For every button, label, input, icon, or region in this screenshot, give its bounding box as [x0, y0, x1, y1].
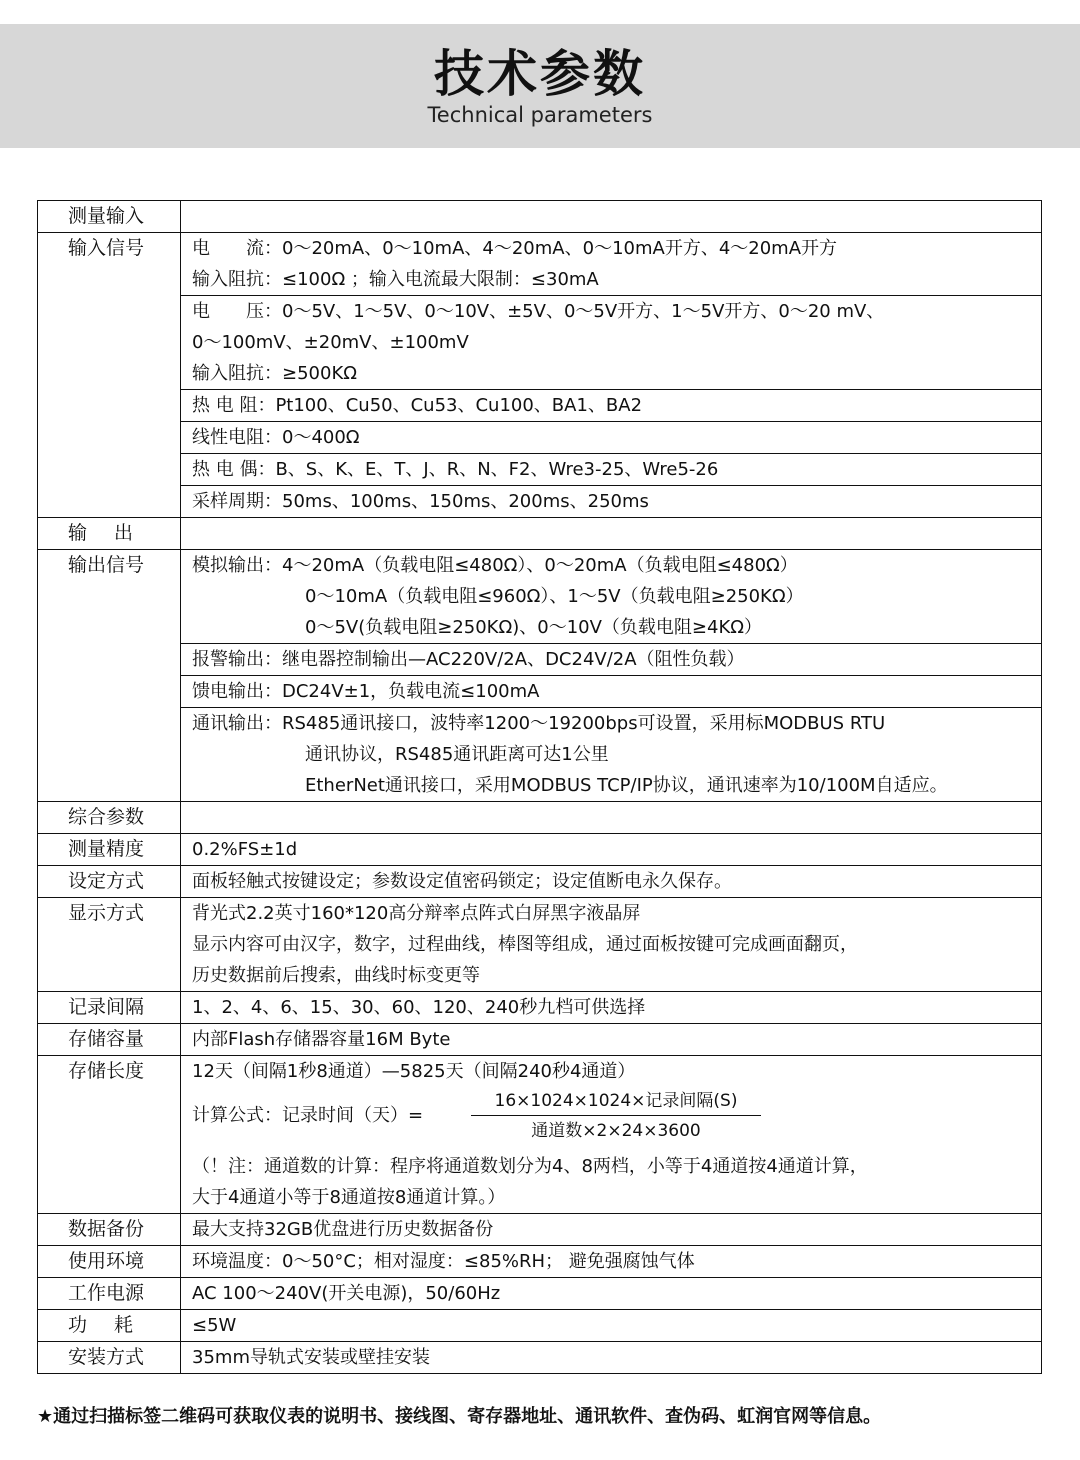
value-cell	[181, 834, 1042, 866]
row-label: 功 耗	[68, 1314, 144, 1336]
value-cell	[181, 802, 1042, 834]
table-row	[38, 992, 1042, 1024]
label-cell	[38, 866, 181, 898]
linear-resistance: 线性电阻：0～400Ω	[192, 427, 360, 448]
row-label: 测量精度	[68, 838, 145, 860]
comm-output-cont: 通讯协议，RS485通讯距离可达1公里	[305, 744, 609, 765]
length-note: 大于4通道小等于8通道按8通道计算。）	[192, 1187, 506, 1208]
formula-fraction	[471, 1087, 761, 1146]
table-row	[38, 644, 1042, 676]
table-row	[38, 201, 1042, 233]
row-label: 使用环境	[68, 1250, 145, 1272]
table-row	[38, 676, 1042, 708]
formula-prefix: 计算公式：记录时间（天）=	[192, 1105, 424, 1126]
row-label: 存储容量	[68, 1028, 145, 1050]
value-cell	[181, 866, 1042, 898]
table-row	[38, 898, 1042, 992]
value-cell	[181, 1278, 1042, 1310]
length-range: 12天（间隔1秒8通道）—5825天（间隔240秒4通道）	[192, 1061, 636, 1082]
row-label: 安装方式	[68, 1346, 145, 1368]
table-row	[38, 390, 1042, 422]
value-cell	[181, 898, 1042, 992]
table-row	[38, 1056, 1042, 1214]
table-row	[38, 866, 1042, 898]
value-cell	[181, 201, 1042, 233]
row-label: 设定方式	[68, 870, 145, 892]
spec-table	[37, 200, 1042, 1374]
label-cell	[38, 550, 181, 802]
section-label: 输 出	[68, 522, 144, 544]
voltage-range-cont: 0～100mV、±20mV、±100mV	[192, 332, 469, 353]
label-cell	[38, 1246, 181, 1278]
voltage-range: 电 压：0～5V、1～5V、0～10V、±5V、0～5V开方、1～5V开方、0～20 mV、	[192, 301, 885, 322]
section-label-cell	[38, 201, 181, 233]
table-row	[38, 834, 1042, 866]
alarm-output: 报警输出：继电器控制输出—AC220V/2A、DC24V/2A（阻性负载）	[192, 649, 745, 670]
analog-output: 模拟输出：4～20mA（负载电阻≤480Ω）、0～20mA（负载电阻≤480Ω）	[192, 555, 798, 576]
label-cell	[38, 1214, 181, 1246]
sampling-period: 采样周期：50ms、100ms、150ms、200ms、250ms	[192, 491, 649, 512]
value-cell	[181, 1310, 1042, 1342]
label-cell	[38, 233, 181, 518]
value-cell	[181, 708, 1042, 802]
formula-denominator: 通道数×2×24×3600	[531, 1121, 701, 1141]
value-cell	[181, 233, 1042, 296]
row-label: 记录间隔	[68, 996, 145, 1018]
value-cell	[181, 518, 1042, 550]
section-label: 测量输入	[68, 205, 145, 227]
accuracy-value: 0.2%FS±1d	[192, 839, 298, 860]
value-cell	[181, 676, 1042, 708]
row-label: 输出信号	[68, 554, 145, 576]
label-cell	[38, 1310, 181, 1342]
value-cell	[181, 1024, 1042, 1056]
table-row	[38, 486, 1042, 518]
table-row	[38, 1214, 1042, 1246]
label-cell	[38, 1024, 181, 1056]
table-row	[38, 422, 1042, 454]
table-row	[38, 708, 1042, 802]
display-value: 显示内容可由汉字，数字，过程曲线，棒图等组成，通过面板按键可完成画面翻页，	[192, 934, 858, 955]
backup-value: 最大支持32GB优盘进行历史数据备份	[192, 1219, 494, 1240]
value-cell	[181, 550, 1042, 644]
value-cell	[181, 422, 1042, 454]
value-cell	[181, 296, 1042, 390]
row-label: 数据备份	[68, 1218, 145, 1240]
value-cell	[181, 1214, 1042, 1246]
table-row	[38, 802, 1042, 834]
comm-output: 通讯输出：RS485通讯接口，波特率1200～19200bps可设置，采用标MODBUS RTU	[192, 713, 886, 734]
table-row	[38, 454, 1042, 486]
consumption-value: ≤5W	[192, 1315, 237, 1336]
footnote	[37, 1404, 1077, 1430]
table-row	[38, 296, 1042, 390]
value-cell	[181, 486, 1042, 518]
label-cell	[38, 834, 181, 866]
capacity-value: 内部Flash存储器容量16M Byte	[192, 1029, 451, 1050]
value-cell	[181, 644, 1042, 676]
setting-value: 面板轻触式按键设定；参数设定值密码锁定；设定值断电永久保存。	[192, 871, 732, 892]
thermocouple-types: 热 电 偶：B、S、K、E、T、J、R、N、F2、Wre3-25、Wre5-26	[192, 459, 719, 480]
table-row	[38, 1310, 1042, 1342]
mount-value: 35mm导轨式安装或壁挂安装	[192, 1347, 430, 1368]
label-cell	[38, 898, 181, 992]
row-label: 显示方式	[68, 902, 145, 924]
analog-output-cont: 0～10mA（负载电阻≤960Ω）、1～5V（负载电阻≥250KΩ）	[305, 586, 804, 607]
table-row	[38, 1278, 1042, 1310]
display-value: 历史数据前后搜索，曲线时标变更等	[192, 965, 480, 986]
display-value: 背光式2.2英寸160*120高分辩率点阵式白屏黑字液晶屏	[192, 903, 641, 924]
label-cell	[38, 1278, 181, 1310]
current-impedance: 输入阻抗：≤100Ω ；输入电流最大限制：≤30mA	[192, 269, 599, 290]
current-range: 电 流：0～20mA、0～10mA、4～20mA、0～10mA开方、4～20mA开方	[192, 238, 838, 259]
label-cell	[38, 992, 181, 1024]
formula-numerator: 16×1024×1024×记录间隔(S)	[471, 1087, 761, 1116]
formula	[181, 1087, 1041, 1151]
row-label: 输入信号	[68, 237, 145, 259]
page-title: 技术参数	[434, 45, 646, 103]
interval-value: 1、2、4、6、15、30、60、120、240秒九档可供选择	[192, 997, 646, 1018]
power-value: AC 100～240V(开关电源)，50/60Hz	[192, 1283, 501, 1304]
value-cell	[181, 1246, 1042, 1278]
table-row	[38, 233, 1042, 296]
comm-output-cont: EtherNet通讯接口，采用MODBUS TCP/IP协议，通讯速率为10/100M自适应。	[305, 775, 948, 796]
section-label-cell	[38, 802, 181, 834]
value-cell	[181, 992, 1042, 1024]
value-cell	[181, 454, 1042, 486]
value-cell	[181, 1056, 1042, 1214]
row-label: 存储长度	[68, 1060, 145, 1082]
label-cell	[38, 1056, 181, 1214]
page-subtitle: Technical parameters	[427, 103, 653, 127]
value-cell	[181, 390, 1042, 422]
label-cell	[38, 1342, 181, 1374]
table-row	[38, 1342, 1042, 1374]
length-note: （！注：通道数的计算：程序将通道数划分为4、8两档，小等于4通道按4通道计算，	[192, 1156, 868, 1177]
rtd-types: 热 电 阻：Pt100、Cu50、Cu53、Cu100、BA1、BA2	[192, 395, 643, 416]
footnote-text: 通过扫描标签二维码可获取仪表的说明书、接线图、寄存器地址、通讯软件、查伪码、虹润官网等信息。	[53, 1406, 882, 1427]
table-row	[38, 550, 1042, 644]
analog-output-cont: 0～5V(负载电阻≥250KΩ)、0～10V（负载电阻≥4KΩ）	[305, 617, 763, 638]
section-label-cell	[38, 518, 181, 550]
section-label: 综合参数	[68, 806, 145, 828]
environment-value: 环境温度：0～50°C；相对湿度：≤85%RH； 避免强腐蚀气体	[192, 1251, 695, 1272]
star-icon: ★	[37, 1406, 54, 1427]
feed-output: 馈电输出：DC24V±1，负载电流≤100mA	[192, 681, 540, 702]
table-row	[38, 1024, 1042, 1056]
row-label: 工作电源	[68, 1282, 145, 1304]
voltage-impedance: 输入阻抗：≥500KΩ	[192, 363, 357, 384]
value-cell	[181, 1342, 1042, 1374]
table-row	[38, 518, 1042, 550]
table-row	[38, 1246, 1042, 1278]
